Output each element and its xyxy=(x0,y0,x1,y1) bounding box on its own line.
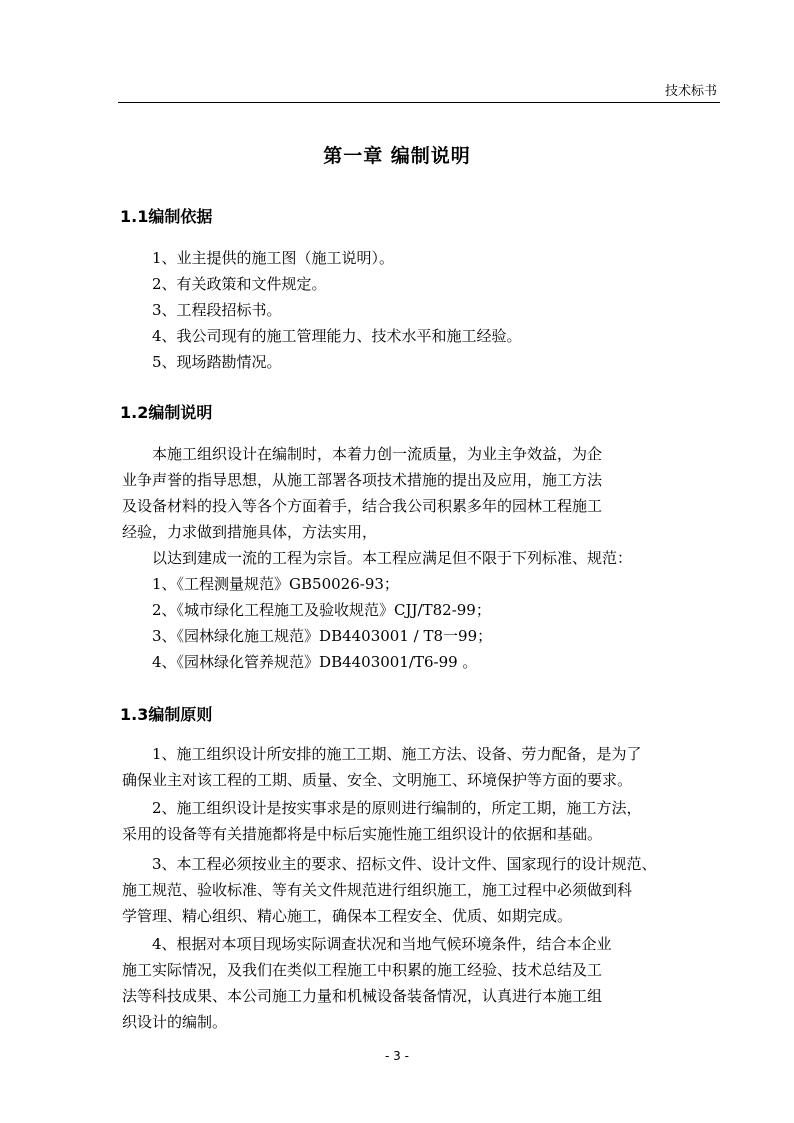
header-title: 技术标书 xyxy=(664,84,717,99)
page-number: - 3 - xyxy=(385,1049,409,1063)
paragraph-line: 4、《园林绿化管养规范》DB4403001/T6-99 。 xyxy=(152,653,478,671)
paragraph-line: 采用的设备等有关措施都将是中标后实施性施工组织设计的依据和基础。 xyxy=(122,825,603,843)
paragraph-line: 法等科技成果、本公司施工力量和机械设备装备情况，认真进行本施工组 xyxy=(122,987,603,1005)
paragraph-line: 施工实际情况，及我们在类似工程施工中积累的施工经验、技术总结及工 xyxy=(122,961,603,979)
paragraph-line: 及设备材料的投入等各个方面着手，结合我公司积累多年的园林工程施工 xyxy=(122,497,603,515)
paragraph-line: 施工规范、验收标准、等有关文件规范进行组织施工，施工过程中必须做到科 xyxy=(122,881,633,899)
paragraph-line: 织设计的编制。 xyxy=(122,1013,228,1031)
paragraph-line: 3、《园林绿化施工规范》DB4403001 / T8一99； xyxy=(152,627,493,645)
header-rule xyxy=(118,102,720,103)
paragraph-line: 2、施工组织设计是按实事求是的原则进行编制的，所定工期，施工方法， xyxy=(152,799,642,817)
paragraph-line: 1、《工程测量规范》GB50026-93； xyxy=(152,575,399,593)
paragraph-line: 4、根据对本项目现场实际调查状况和当地气候环境条件，结合本企业 xyxy=(152,935,612,953)
paragraph-line: 确保业主对该工程的工期、质量、安全、文明施工、环境保护等方面的要求。 xyxy=(122,771,633,789)
paragraph-line: 2、有关政策和文件规定。 xyxy=(152,275,327,293)
section-heading-1-1: 1.1编制依据 xyxy=(120,207,213,226)
paragraph-line: 2、《城市绿化工程施工及验收规范》CJJ/T82-99； xyxy=(152,601,491,619)
paragraph-line: 3、本工程必须按业主的要求、招标文件、设计文件、国家现行的设计规范、 xyxy=(152,855,657,873)
paragraph-line: 本施工组织设计在编制时，本着力创一流质量，为业主争效益，为企 xyxy=(152,445,603,463)
paragraph-line: 学管理、精心组织、精心施工，确保本工程安全、优质、如期完成。 xyxy=(122,907,573,925)
paragraph-line: 4、我公司现有的施工管理能力、技术水平和施工经验。 xyxy=(152,327,522,345)
paragraph-line: 业争声誉的指导思想，从施工部署各项技术措施的提出及应用，施工方法 xyxy=(122,471,603,489)
section-heading-1-2: 1.2编制说明 xyxy=(120,403,213,422)
section-heading-1-3: 1.3编制原则 xyxy=(120,705,213,724)
paragraph-line: 以达到建成一流的工程为宗旨。本工程应满足但不限于下列标准、规范： xyxy=(152,549,633,567)
paragraph-line: 1、施工组织设计所安排的施工工期、施工方法、设备、劳力配备，是为了 xyxy=(152,745,642,763)
paragraph-line: 1、业主提供的施工图（施工说明）。 xyxy=(152,249,395,267)
paragraph-line: 3、工程段招标书。 xyxy=(152,301,282,319)
paragraph-line: 经验，力求做到措施具体，方法实用， xyxy=(122,523,378,541)
paragraph-line: 5、现场踏勘情况。 xyxy=(152,353,282,371)
chapter-title: 第一章 编制说明 xyxy=(323,145,471,167)
